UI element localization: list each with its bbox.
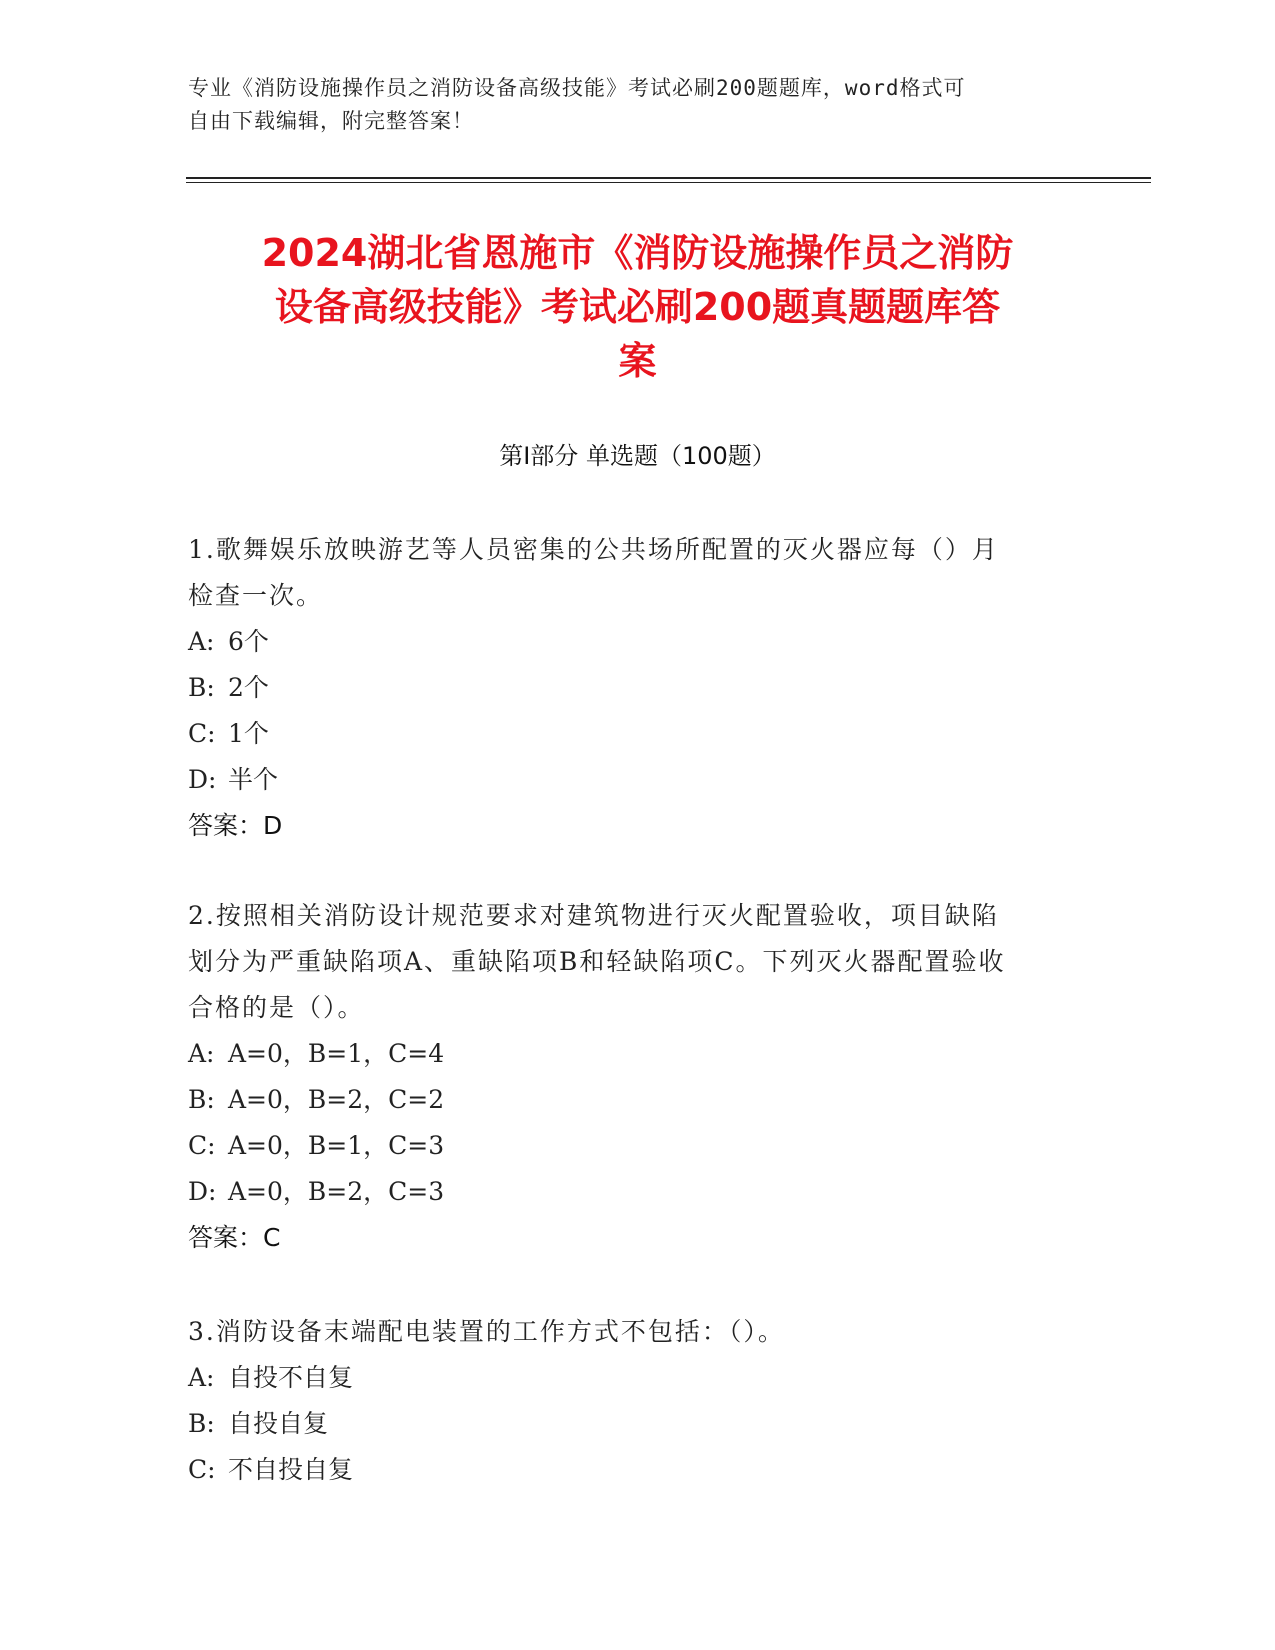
option-text: A=0，B=1，C=4 (228, 1039, 445, 1068)
option-text: 半个 (228, 765, 279, 794)
question-1 (188, 527, 1088, 849)
header-note-line-2: 自由下载编辑，附完整答案！ (188, 109, 474, 133)
question-stem-line: 检查一次。 (188, 581, 324, 610)
option-text: A=0，B=1，C=3 (228, 1131, 445, 1160)
option-a (188, 1355, 1088, 1401)
option-text: 自投自复 (228, 1409, 329, 1438)
question-2 (188, 893, 1088, 1261)
option-text: 不自投自复 (228, 1455, 354, 1484)
option-key: C: (188, 719, 216, 748)
option-key: A: (188, 1039, 215, 1068)
option-key: B: (188, 1085, 215, 1114)
document-title-line-1: 2024湖北省恩施市《消防设施操作员之消防 (261, 231, 1014, 275)
answer: 答案：C (188, 1223, 281, 1252)
answer: 答案：D (188, 811, 283, 840)
option-text: 1个 (228, 719, 269, 748)
option-text: A=0，B=2，C=2 (228, 1085, 445, 1114)
header-note-line-1: 专业《消防设施操作员之消防设备高级技能》考试必刷200题题库，word格式可 (188, 76, 966, 100)
option-text: 6个 (228, 627, 269, 656)
question-stem-line: 1.歌舞娱乐放映游艺等人员密集的公共场所配置的灭火器应每（）月 (188, 535, 999, 564)
option-key: D: (188, 1177, 217, 1206)
option-key: A: (188, 627, 215, 656)
option-d (188, 1169, 1088, 1215)
header-note (188, 72, 1068, 138)
option-c (188, 1447, 1088, 1493)
question-stem-line: 2.按照相关消防设计规范要求对建筑物进行灭火配置验收，项目缺陷 (188, 901, 999, 930)
option-b (188, 665, 1088, 711)
document-title-line-3: 案 (618, 339, 657, 383)
option-a (188, 1031, 1088, 1077)
option-c (188, 711, 1088, 757)
question-stem-line: 3.消防设备末端配电装置的工作方式不包括：（）。 (188, 1317, 785, 1346)
option-key: B: (188, 1409, 215, 1438)
option-key: D: (188, 765, 217, 794)
option-key: C: (188, 1455, 216, 1484)
option-d (188, 757, 1088, 803)
document-title-line-2: 设备高级技能》考试必刷200题真题题库答 (274, 285, 1001, 329)
option-key: C: (188, 1131, 216, 1160)
option-key: A: (188, 1363, 215, 1392)
question-3 (188, 1309, 1088, 1493)
option-c (188, 1123, 1088, 1169)
document-title (150, 226, 1125, 388)
question-stem-line: 合格的是（）。 (188, 993, 365, 1022)
option-key: B: (188, 673, 215, 702)
option-text: A=0，B=2，C=3 (228, 1177, 445, 1206)
header-rule-thin (186, 182, 1151, 183)
option-text: 2个 (228, 673, 269, 702)
header-rule-thick (186, 177, 1151, 179)
option-text: 自投不自复 (228, 1363, 354, 1392)
option-b (188, 1401, 1088, 1447)
question-stem-line: 划分为严重缺陷项A、重缺陷项B和轻缺陷项C。下列灭火器配置验收 (188, 947, 1006, 976)
option-b (188, 1077, 1088, 1123)
section-title: 第Ⅰ部分 单选题（100题） (499, 442, 776, 470)
option-a (188, 619, 1088, 665)
